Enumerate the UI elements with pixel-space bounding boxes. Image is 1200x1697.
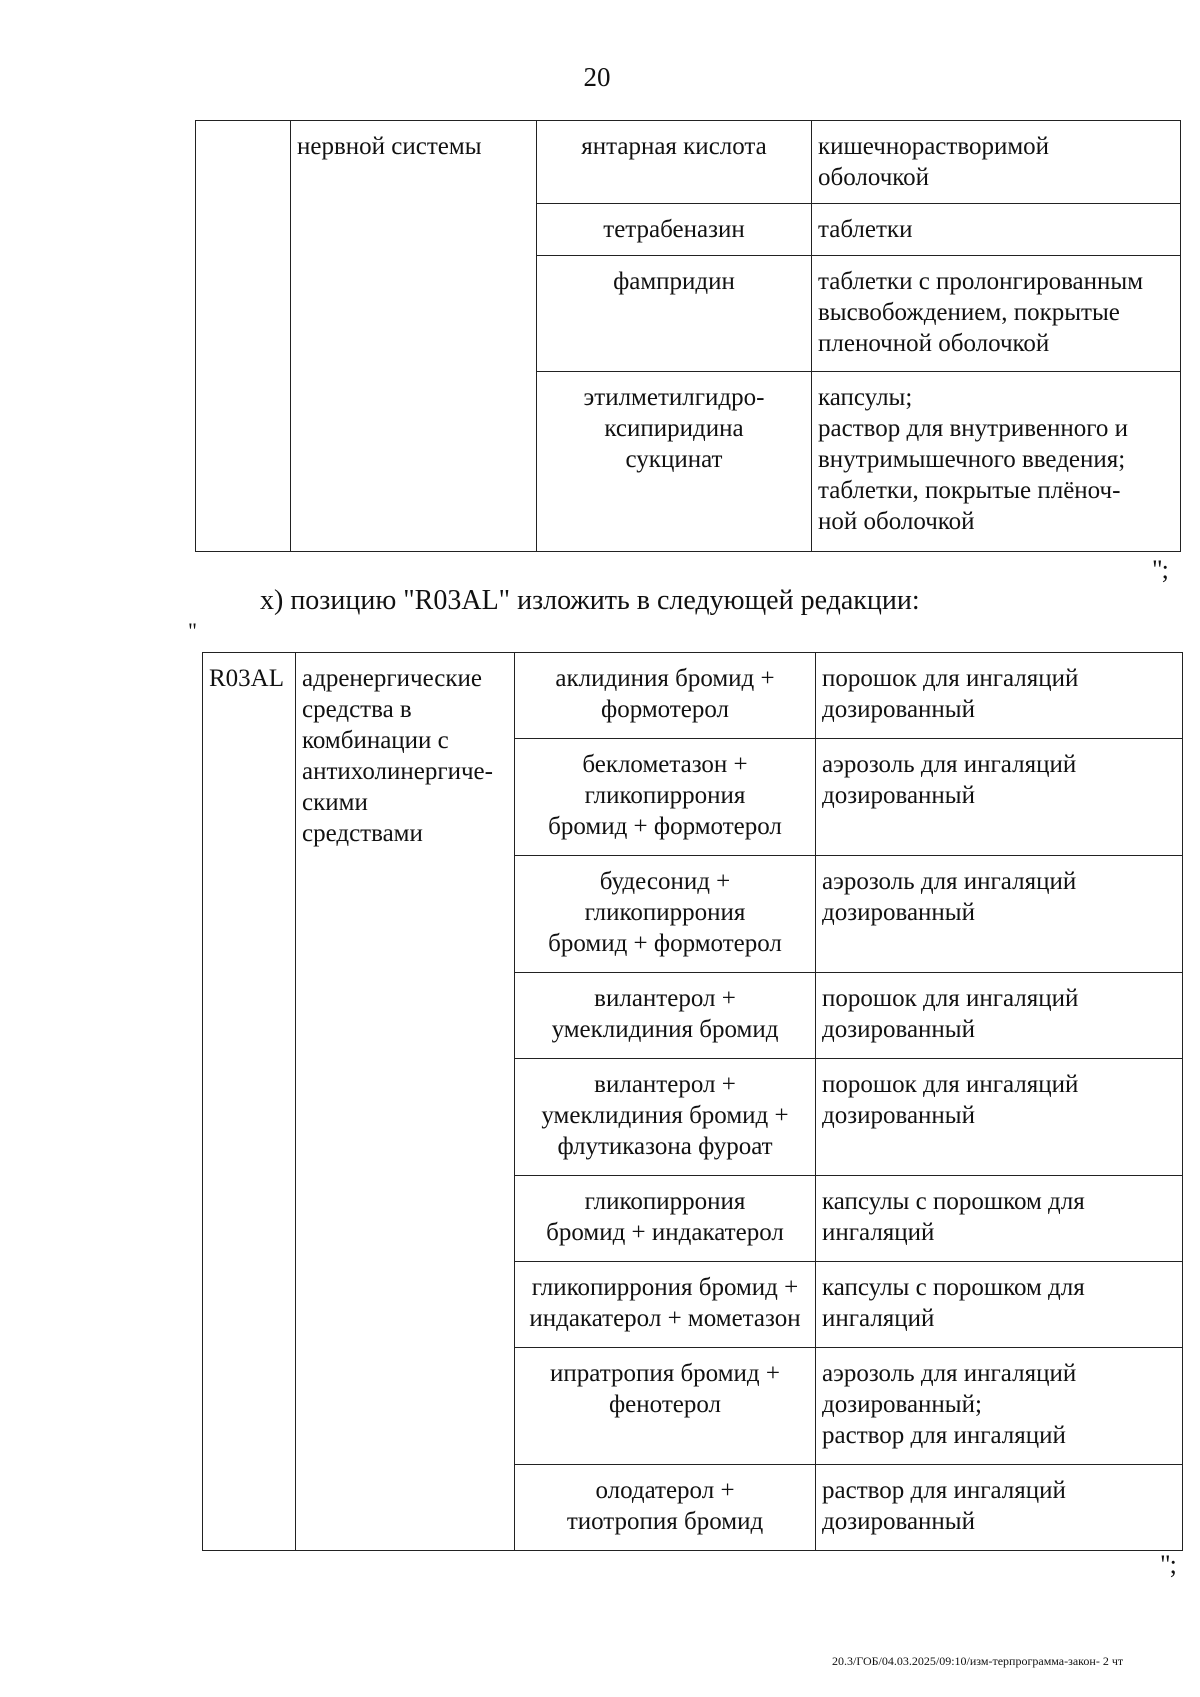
closing-quote-mark: ";: [1152, 555, 1168, 584]
substance-cell: беклометазон + гликопиррония бромид + формотерол: [515, 739, 816, 856]
footer-document-stamp: 20.3/ГОБ/04.03.2025/09:10/изм-терпрограмма-закон- 2 чт: [832, 1654, 1124, 1668]
substance-cell: ипратропия бромид + фенотерол: [515, 1348, 816, 1465]
dosage-form-cell: порошок для ингаляций дозированный: [816, 1059, 1183, 1176]
instruction-paragraph: х) позицию "R03AL" изложить в следующей редакции:: [260, 585, 920, 616]
substance-cell: олодатерол + тиотропия бромид: [515, 1465, 816, 1551]
dosage-form-cell: аэрозоль для ингаляций дозированный: [816, 856, 1183, 973]
dosage-form-cell: таблетки: [812, 204, 1181, 256]
closing-quote-mark: ";: [1160, 1550, 1176, 1579]
opening-quote-mark: ": [188, 618, 197, 643]
dosage-form-cell: таблетки с пролонгированным высвобождением, покрытые пленочной оболочкой: [812, 256, 1181, 372]
dosage-form-cell: порошок для ингаляций дозированный: [816, 973, 1183, 1059]
dosage-form-cell: раствор для ингаляций дозированный: [816, 1465, 1183, 1551]
code-cell: [196, 121, 291, 552]
r03al-table: [202, 652, 1183, 1551]
substance-cell: будесонид + гликопиррония бромид + формотерол: [515, 856, 816, 973]
dosage-form-cell: аэрозоль для ингаляций дозированный; раствор для ингаляций: [816, 1348, 1183, 1465]
substance-cell: фампридин: [537, 256, 812, 372]
dosage-form-cell: порошок для ингаляций дозированный: [816, 653, 1183, 739]
substance-cell: янтарная кислота: [537, 121, 812, 204]
substance-cell: гликопиррония бромид + индакатерол + мометазон: [515, 1262, 816, 1348]
substance-cell: вилантерол + умеклидиния бромид + флутиказона фуроат: [515, 1059, 816, 1176]
substance-cell: аклидиния бромид + формотерол: [515, 653, 816, 739]
substance-cell: этилметилгидро- ксипиридина сукцинат: [537, 372, 812, 552]
dosage-form-cell: кишечнорастворимой оболочкой: [812, 121, 1181, 204]
substance-cell: вилантерол + умеклидиния бромид: [515, 973, 816, 1059]
atc-code-cell: R03AL: [203, 653, 296, 1551]
dosage-form-cell: аэрозоль для ингаляций дозированный: [816, 739, 1183, 856]
table-row: [196, 121, 1181, 204]
table-row: [203, 653, 1183, 739]
dosage-form-cell: капсулы с порошком для ингаляций: [816, 1262, 1183, 1348]
page-number: 20: [583, 62, 611, 92]
continuation-table: [195, 120, 1181, 552]
group-cell: нервной системы: [291, 121, 537, 552]
dosage-form-cell: капсулы; раствор для внутривенного и внутримышечного введения; таблетки, покрытые плёноч- ной оболочкой: [812, 372, 1181, 552]
group-cell: адренергические средства в комбинации с антихолинергиче- скими средствами: [296, 653, 515, 1551]
dosage-form-cell: капсулы с порошком для ингаляций: [816, 1176, 1183, 1262]
substance-cell: тетрабеназин: [537, 204, 812, 256]
substance-cell: гликопиррония бромид + индакатерол: [515, 1176, 816, 1262]
